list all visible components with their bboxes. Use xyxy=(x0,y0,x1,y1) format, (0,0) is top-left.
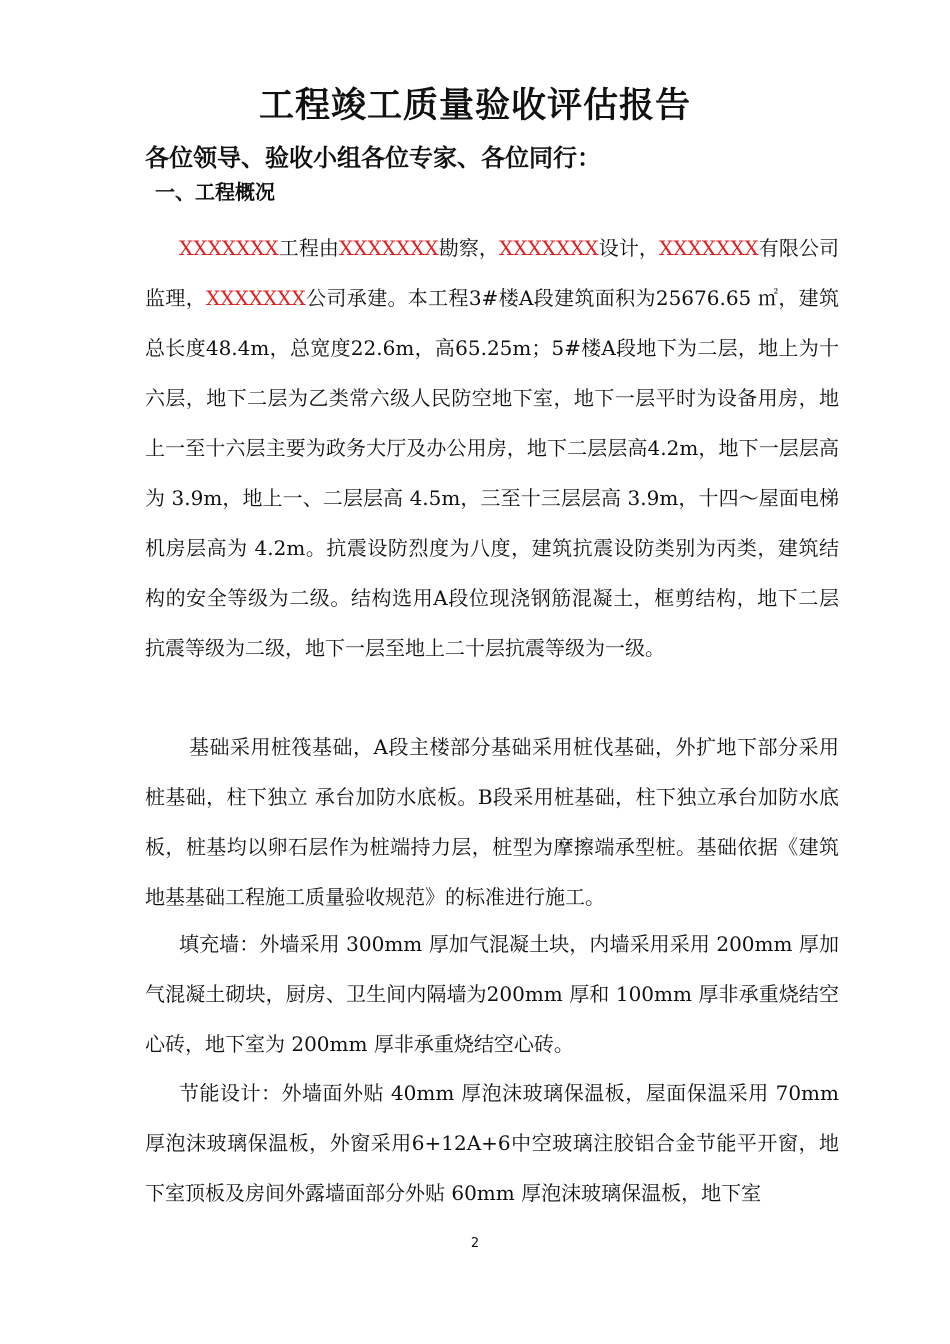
salutation: 各位领导、验收小组各位专家、各位同行： xyxy=(145,144,601,172)
section-heading-overview: 一、工程概况 xyxy=(155,180,275,204)
paragraph-overview: XXXXXXX工程由XXXXXXX勘察，XXXXXXX设计，XXXXXXX有限公司监理，XXXXXXX公司承建。本工程3#楼A段建筑面积为25676.65 ㎡，建筑总长度48.4m，总宽度22.6m，高65.25m；5#楼A段地下为二层，地上为十六层，地下二层为乙类常六级人民防空地下室，地下一层平时为设备用房，地上一至十六层主要为政务大厅及办公用房，地下二层层高4.2m，地下一层层高为 3.9m，地上一、二层层高 4.5m，三至十三层层高 3.9m，十四～屋面电梯机房层高为 4.2m。抗震设防烈度为八度，建筑抗震设防类别为丙类，建筑结构的安全等级为二级。结构选用A段位现浇钢筋混凝土，框剪结构，地下二层抗震等级为二级，地下一层至地上二十层抗震等级为一级。 xyxy=(145,236,840,660)
paragraph-foundation: 基础采用桩筏基础，A段主楼部分基础采用桩伐基础，外扩地下部分采用桩基础，柱下独立 承台加防水底板。B段采用桩基础，柱下独立承台加防水底板，桩基均以卵石层作为桩端持力层，桩型为摩擦端承型桩。基础依据《建筑地基基础工程施工质量验收规范》的标准进行施工。 xyxy=(145,735,839,909)
report-title: 工程竣工质量验收评估报告 xyxy=(258,86,691,126)
placeholder-survey-company: XXXXXXX xyxy=(339,236,439,260)
paragraph-energy-design: 节能设计：外墙面外贴 40mm 厚泡沫玻璃保温板，屋面保温采用 70mm厚泡沫玻璃保温板，外窗采用6+12A+6中空玻璃注胶铝合金节能平开窗，地下室顶板及房间外露墙面部分外贴 60mm 厚泡沫玻璃保温板，地下室 xyxy=(145,1081,839,1205)
placeholder-design-company: XXXXXXX xyxy=(499,236,599,260)
placeholder-survey-party: XXXXXXX xyxy=(179,236,279,260)
placeholder-supervision-company: XXXXXXX xyxy=(659,236,759,260)
placeholder-construction-company: XXXXXXX xyxy=(206,286,306,310)
page-number: 2 xyxy=(470,1236,480,1251)
paragraph-infill-wall: 填充墙：外墙采用 300mm 厚加气混凝土块，内墙采用采用 200mm 厚加气混凝土砌块，厨房、卫生间内隔墙为200mm 厚和 100mm 厚非承重烧结空心砖，地下室为 200mm 厚非承重烧结空心砖。 xyxy=(145,932,839,1056)
